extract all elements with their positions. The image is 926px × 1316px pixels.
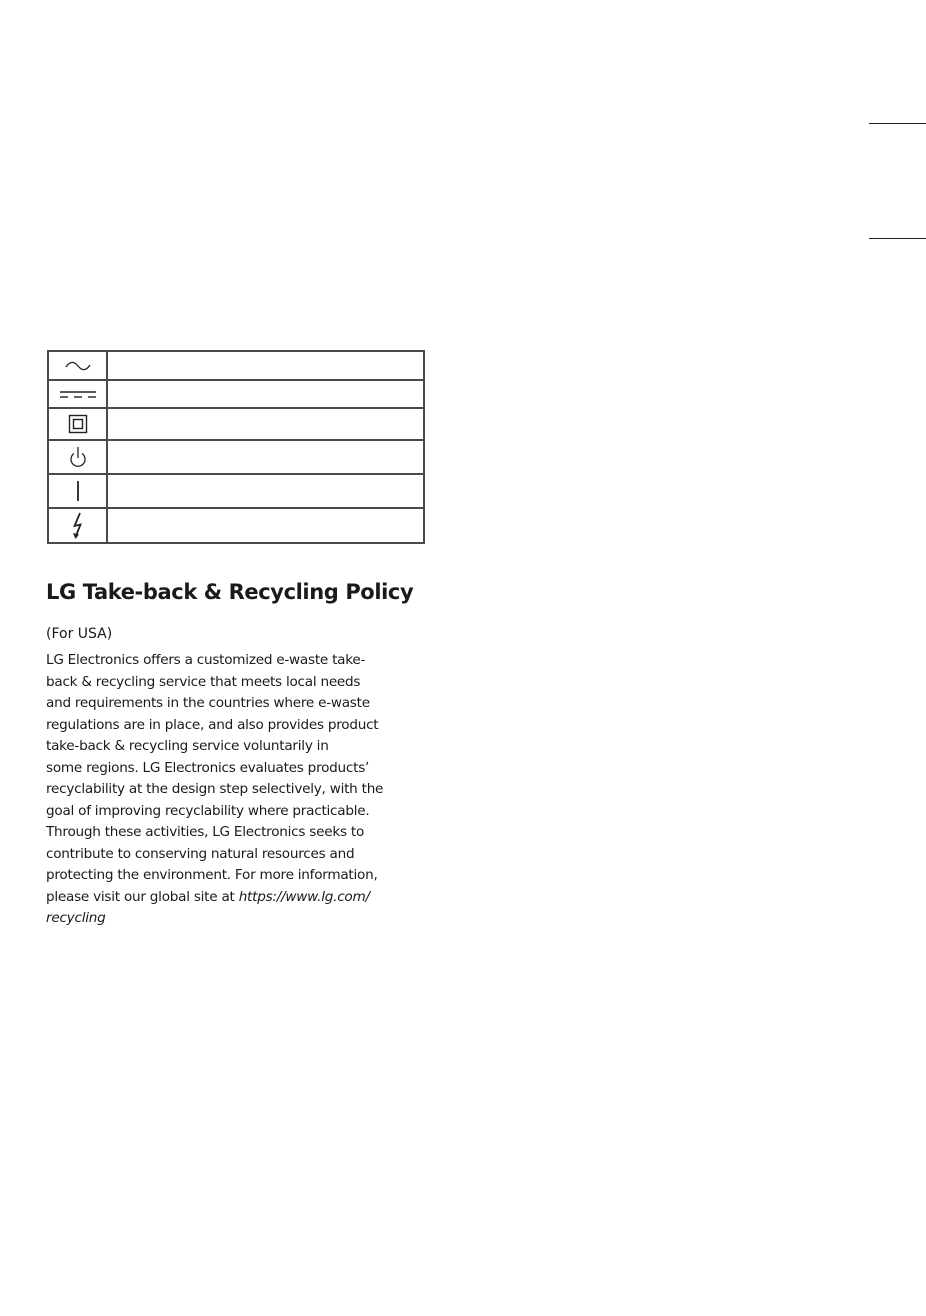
policy-line-link-continued — [46, 908, 418, 930]
dangerous-voltage-icon — [70, 512, 86, 540]
policy-line: goal of improving recyclability where practicable. — [46, 802, 370, 819]
symbol-cell — [49, 352, 108, 379]
symbol-row-ac — [49, 352, 423, 381]
symbol-row-standby — [49, 441, 423, 475]
standby-power-icon — [68, 445, 88, 469]
policy-line: regulations are in place, and also provides product — [46, 716, 379, 733]
symbol-description — [108, 509, 423, 542]
ac-current-icon — [64, 360, 92, 372]
policy-line: back & recycling service that meets local needs — [46, 673, 361, 690]
page-edge-rule-top — [869, 123, 926, 124]
symbol-description — [108, 475, 423, 507]
policy-line: and requirements in the countries where e-waste — [46, 695, 370, 711]
policy-line: LG Electronics offers a customized e-waste take- — [46, 652, 366, 668]
symbol-description — [108, 381, 423, 407]
policy-body — [46, 650, 418, 930]
recycling-site-link-continued[interactable]: recycling — [46, 910, 106, 926]
symbol-row-dangerous-voltage — [49, 509, 423, 542]
policy-region-label: (For USA) — [46, 626, 113, 642]
symbol-cell — [49, 381, 108, 407]
policy-link-prefix: please visit our global site at — [46, 888, 239, 905]
power-on-icon — [75, 480, 81, 502]
symbol-cell — [49, 509, 108, 542]
policy-line: some regions. LG Electronics evaluates products’ — [46, 759, 370, 776]
symbol-cell — [49, 409, 108, 439]
symbol-row-power-on — [49, 475, 423, 509]
policy-line: protecting the environment. For more information, — [46, 867, 378, 883]
symbol-table — [47, 350, 425, 544]
policy-line: Through these activities, LG Electronics seeks to — [46, 824, 365, 840]
symbol-cell — [49, 441, 108, 473]
symbol-cell — [49, 475, 108, 507]
policy-line: recyclability at the design step selectively, with the — [46, 781, 384, 797]
page-edge-rule-bottom — [869, 238, 926, 239]
symbol-row-dc — [49, 381, 423, 409]
symbol-description — [108, 441, 423, 473]
class-ii-equipment-icon — [68, 414, 88, 434]
recycling-site-link[interactable]: https://www.lg.com/ — [238, 888, 370, 905]
symbol-row-class-ii — [49, 409, 423, 441]
symbol-description — [108, 409, 423, 439]
policy-title: LG Take-back & Recycling Policy — [46, 580, 414, 604]
policy-line: take-back & recycling service voluntarily in — [46, 738, 329, 754]
policy-line-last — [46, 887, 418, 909]
dc-current-icon — [58, 389, 98, 399]
policy-line: contribute to conserving natural resources and — [46, 845, 355, 862]
symbol-description — [108, 352, 423, 379]
